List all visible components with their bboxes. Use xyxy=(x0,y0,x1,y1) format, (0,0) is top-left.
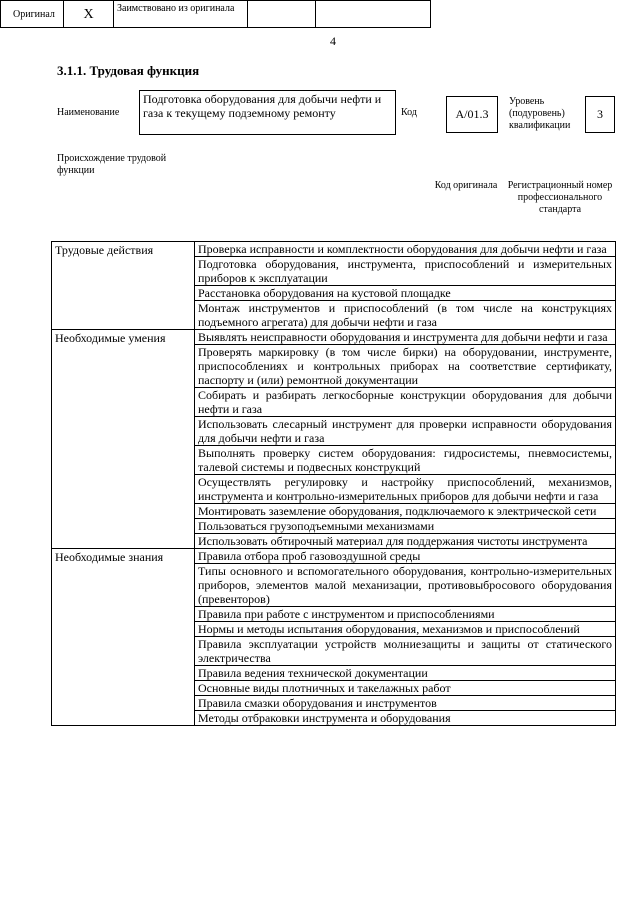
function-name: Подготовка оборудования для добычи нефти и газа к текущему подземному ремонту xyxy=(143,92,382,120)
item-cell: Использовать слесарный инструмент для проверки исправности оборудования для добычи нефти и газа xyxy=(195,417,616,446)
table-row xyxy=(52,242,616,257)
item-cell: Правила эксплуатации устройств молниезащиты и защиты от статического электричества xyxy=(195,637,616,666)
item-cell: Правила при работе с инструментом и приспособлениями xyxy=(195,607,616,622)
function-name-box xyxy=(139,90,396,135)
item-cell: Правила смазки оборудования и инструментов xyxy=(195,696,616,711)
item-cell: Подготовка оборудования, инструмента, приспособлений и измерительных приборов к эксплуатации xyxy=(195,257,616,286)
name-label: Наименование xyxy=(57,107,120,118)
origin-row xyxy=(0,0,431,28)
origin-label: Происхождение трудовой функции xyxy=(57,153,167,176)
borrowed-label: Заимствовано из оригинала xyxy=(117,3,235,14)
code-box xyxy=(446,96,498,133)
category-cell: Необходимые знания xyxy=(52,549,195,726)
item-cell: Основные виды плотничных и такелажных работ xyxy=(195,681,616,696)
code-value: А/01.3 xyxy=(455,107,489,121)
level-box xyxy=(585,96,615,133)
category-cell: Трудовые действия xyxy=(52,242,195,330)
item-cell: Пользоваться грузоподъемными механизмами xyxy=(195,519,616,534)
page-number: 4 xyxy=(330,34,336,48)
level-value: 3 xyxy=(597,107,603,121)
reg-number-label: Регистрационный номер профессионального стандарта xyxy=(507,180,613,215)
level-label: Уровень (подуровень) квалификации xyxy=(509,96,571,131)
category-cell: Необходимые умения xyxy=(52,330,195,549)
original-mark-cell xyxy=(64,1,114,27)
code-original-label: Код оригинала xyxy=(434,180,498,191)
item-cell: Методы отбраковки инструмента и оборудования xyxy=(195,711,616,726)
item-cell: Правила ведения технической документации xyxy=(195,666,616,681)
original-mark: X xyxy=(83,6,94,22)
table-row xyxy=(52,330,616,345)
section-title: 3.1.1. Трудовая функция xyxy=(57,63,200,78)
item-cell: Монтаж инструментов и приспособлений (в том числе на конструкциях подъемного агрегата) для добычи нефти и газа xyxy=(195,301,616,330)
item-cell: Проверка исправности и комплектности оборудования для добычи нефти и газа xyxy=(195,242,616,257)
item-cell: Правила отбора проб газовоздушной среды xyxy=(195,549,616,564)
item-cell: Расстановка оборудования на кустовой площадке xyxy=(195,286,616,301)
borrowed-cell xyxy=(114,1,248,27)
original-cell xyxy=(1,1,64,27)
item-cell: Осуществлять регулировку и настройку приспособлений, механизмов, инструмента и контрольно-измерительных приборов для добычи нефти и газа xyxy=(195,475,616,504)
item-cell: Монтировать заземление оборудования, подключаемого к электрической сети xyxy=(195,504,616,519)
table-row xyxy=(52,549,616,564)
reg-number-cell xyxy=(316,1,430,27)
labor-function-table xyxy=(51,241,616,726)
item-cell: Выполнять проверку систем оборудования: гидросистемы, пневмосистемы, талевой системы и подвесных конструкций xyxy=(195,446,616,475)
item-cell: Нормы и методы испытания оборудования, механизмов и приспособлений xyxy=(195,622,616,637)
code-original-cell xyxy=(248,1,316,27)
item-cell: Собирать и разбирать легкосборные конструкции оборудования для добычи нефти и газа xyxy=(195,388,616,417)
code-label: Код xyxy=(401,107,417,118)
item-cell: Использовать обтирочный материал для поддержания чистоты инструмента xyxy=(195,534,616,549)
item-cell: Выявлять неисправности оборудования и инструмента для добычи нефти и газа xyxy=(195,330,616,345)
item-cell: Проверять маркировку (в том числе бирки) на оборудовании, инструменте, приспособлениях и контрольных приборах на соответствие сертификату, паспорту и (или) ремонтной документации xyxy=(195,345,616,388)
item-cell: Типы основного и вспомогательного оборудования, контрольно-измерительных приборов, элементов малой механизации, противовыбросового оборудования (превенторов) xyxy=(195,564,616,607)
original-label: Оригинал xyxy=(13,8,55,20)
